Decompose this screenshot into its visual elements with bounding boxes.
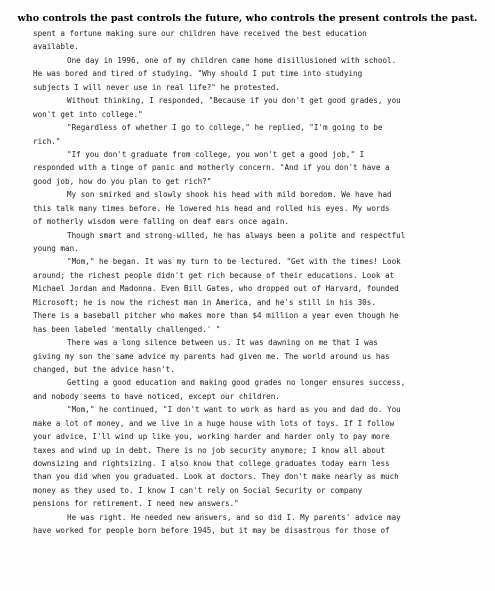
text-line: subjects I will never use in real life?" he protested. <box>33 82 280 92</box>
paragraph <box>33 188 483 228</box>
text-line: There was a long silence between us. It was dawning on me that I was <box>67 338 378 348</box>
text-line: "Mom," he continued, "I don't want to work as hard as you and dad do. You <box>67 405 401 415</box>
text-line: than you did when you graduated. Look at doctors. They don't make nearly as much <box>33 472 399 482</box>
text-line: have worked for people born before 1945, but it may be disastrous for those of <box>33 526 390 536</box>
paragraph <box>33 121 483 148</box>
text-line: "Regardless of whether I go to college," he replied, "I'm going to be <box>67 123 383 133</box>
text-line: responded with a tinge of panic and motherly concern. "And if you don't have a <box>33 163 390 173</box>
paragraph <box>33 54 483 94</box>
paragraph <box>33 27 483 54</box>
text-line: taxes and wind up in debt. There is no job security anymore; I know all about <box>33 445 386 455</box>
text-line: has been labeled 'mentally challenged.' " <box>33 324 221 334</box>
paragraph <box>33 148 483 188</box>
text-line: and nobody seems to have noticed, except our children. <box>33 391 280 401</box>
body-text <box>33 27 483 538</box>
text-line: downsizing and rightsizing. I also know that college graduates today earn less <box>33 459 390 468</box>
paragraph <box>33 255 483 336</box>
text-line: of motherly wisdom were falling on deaf ears once again. <box>33 217 290 227</box>
paragraph <box>33 229 483 256</box>
text-line: Though smart and strong-willed, he has always been a polite and respectful <box>67 230 406 240</box>
paragraph <box>33 376 483 403</box>
text-line: available. <box>33 42 79 52</box>
text-line: There is a baseball pitcher who makes more than $4 million a year even though he <box>33 311 399 321</box>
text-line: "If you don't graduate from college, you won't get a good job," I <box>67 149 365 159</box>
text-line: Michael Jordan and Madonna. Even Bill Gates, who dropped out of Harvard, founded <box>33 284 399 294</box>
text-line: giving my son the same advice my parents had given me. The world around us has <box>33 351 390 361</box>
text-line: make a lot of money, and we live in a huge house with lots of toys. If I follow <box>33 418 395 428</box>
text-line: around; the richest people didn't get rich because of their educations. Look at <box>33 270 395 280</box>
text-line: changed, but the advice hasn't. <box>33 364 175 374</box>
paragraph <box>33 511 483 538</box>
text-line: Microsoft; he is now the richest man in America, and he's still in his 30s. <box>33 297 376 307</box>
text-line: money as they used to. I know I can't rely on Social Security or company <box>33 485 363 495</box>
text-line: your advice, I'll wind up like you, working harder and harder only to pay more <box>33 432 390 442</box>
text-line: won't get into college." <box>33 109 143 119</box>
text-line: spent a fortune making sure our children have received the best education <box>33 29 367 38</box>
page-header-quote: who controls the past controls the future, who controls the present controls the past. <box>17 13 478 24</box>
text-line: Getting a good education and making good grades no longer ensures success, <box>67 378 406 388</box>
text-line: this talk many times before. He lowered his head and rolled his eyes. My words <box>33 203 390 213</box>
text-line: pensions for retirement. I need new answers." <box>33 499 239 509</box>
text-line: "Mom," he began. It was my turn to be lectured. "Get with the times! Look <box>67 257 401 267</box>
text-line: One day in 1996, one of my children came home disillusioned with school. <box>67 55 397 65</box>
text-line: He was bored and tired of studying. "Why should I put time into studying <box>33 69 363 79</box>
text-line: good job, how do you plan to get rich?" <box>33 176 212 186</box>
paragraph <box>33 336 483 376</box>
text-line: Without thinking, I responded, "Because if you don't get good grades, you <box>67 96 401 106</box>
text-line: young man. <box>33 244 79 253</box>
text-line: He was right. He needed new answers, and so did I. My parents' advice may <box>67 512 401 522</box>
paragraph <box>33 403 483 511</box>
paragraph <box>33 94 483 121</box>
text-line: My son smirked and slowly shook his head with mild boredom. We have had <box>67 190 392 200</box>
text-line: rich." <box>33 136 61 146</box>
